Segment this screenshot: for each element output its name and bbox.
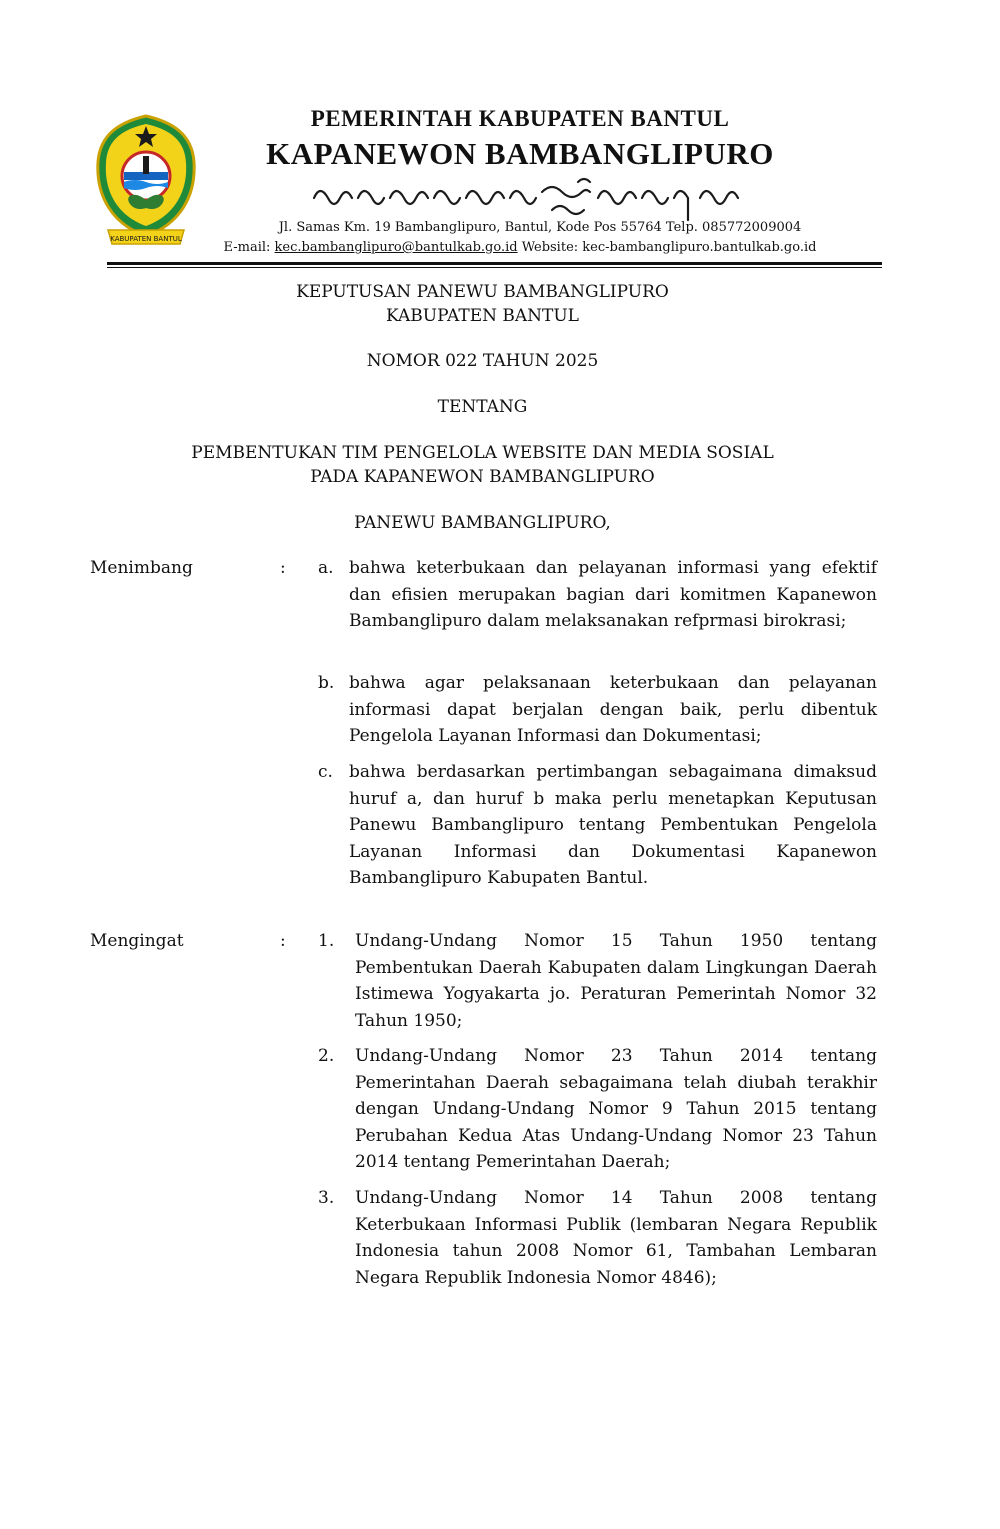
list-marker: a.	[318, 558, 334, 578]
bantul-crest-logo	[94, 112, 198, 252]
list-marker: 2.	[318, 1046, 335, 1066]
list-item-text: bahwa keterbukaan dan pelayanan informasi yang efektif dan efisien merupakan bagian dari komitmen Kapanewon Bambanglipuro dalam melaksanakan refprmasi birokrasi;	[349, 558, 877, 631]
section-colon: :	[280, 558, 286, 578]
section-colon: :	[280, 931, 286, 951]
svg-text:KABUPATEN BANTUL: KABUPATEN BANTUL	[110, 235, 182, 243]
decree-about: TENTANG	[437, 397, 528, 417]
list-item-text: bahwa agar pelaksanaan keterbukaan dan pelayanan informasi dapat berjalan dengan baik, perlu dibentuk Pengelola Layanan Informasi dan Dokumentasi;	[349, 673, 877, 746]
javanese-script-title	[308, 170, 748, 226]
letterhead-rule-thin	[107, 267, 882, 268]
list-item-text: Undang-Undang Nomor 23 Tahun 2014 tentang Pemerintahan Daerah sebagaimana telah diubah terakhir dengan Undang-Undang Nomor 9 Tahun 2015 tentang Perubahan Kedua Atas Undang-Undang Nomor 23 Tahun 2014 tentang Pemerintahan Daerah;	[355, 1046, 877, 1172]
decree-number: NOMOR 022 TAHUN 2025	[366, 351, 599, 371]
letterhead-address: Jl. Samas Km. 19 Bambanglipuro, Bantul, Kode Pos 55764 Telp. 085772009004	[278, 220, 802, 235]
letterhead-contact	[150, 240, 890, 255]
section-label-mengingat: Mengingat	[90, 931, 184, 951]
list-marker: 3.	[318, 1188, 335, 1208]
list-marker: b.	[318, 673, 335, 693]
email-link[interactable]: kec.bambanglipuro@bantulkab.go.id	[274, 240, 518, 255]
email-label: E-mail:	[223, 240, 275, 255]
list-item-text: Undang-Undang Nomor 15 Tahun 1950 tentang Pembentukan Daerah Kabupaten dalam Lingkungan Daerah Istimewa Yogyakarta jo. Peraturan Pemerintah Nomor 32 Tahun 1950;	[355, 931, 877, 1031]
decree-title-region: KABUPATEN BANTUL	[386, 306, 579, 326]
letterhead-rule-thick	[107, 262, 882, 265]
decree-official: PANEWU BAMBANGLIPURO,	[354, 513, 611, 533]
list-marker: 1.	[318, 931, 335, 951]
list-marker: c.	[318, 762, 333, 782]
section-label-menimbang: Menimbang	[90, 558, 193, 578]
list-item-text: bahwa berdasarkan pertimbangan sebagaimana dimaksud huruf a, dan huruf b maka perlu menetapkan Keputusan Panewu Bambanglipuro tentang Pembentukan Pengelola Layanan Informasi dan Dokumentasi Kapanewon Bambanglipuro Kabupaten Bantul.	[349, 762, 877, 888]
list-item-text: Undang-Undang Nomor 14 Tahun 2008 tentang Keterbukaan Informasi Publik (lembaran Negara Republik Indonesia tahun 2008 Nomor 61, Tambahan Lembaran Negara Republik Indonesia Nomor 4846);	[355, 1188, 877, 1288]
website-address: kec-bambanglipuro.bantulkab.go.id	[582, 240, 817, 255]
letterhead-office: KAPANEWON BAMBANGLIPURO	[266, 136, 774, 171]
decree-title: KEPUTUSAN PANEWU BAMBANGLIPURO	[296, 282, 669, 302]
decree-subject-line2: PADA KAPANEWON BAMBANGLIPURO	[310, 467, 655, 487]
letterhead-government: PEMERINTAH KABUPATEN BANTUL	[310, 106, 730, 131]
website-label: Website:	[517, 240, 583, 255]
decree-subject-line1: PEMBENTUKAN TIM PENGELOLA WEBSITE DAN MEDIA SOSIAL	[191, 443, 774, 463]
